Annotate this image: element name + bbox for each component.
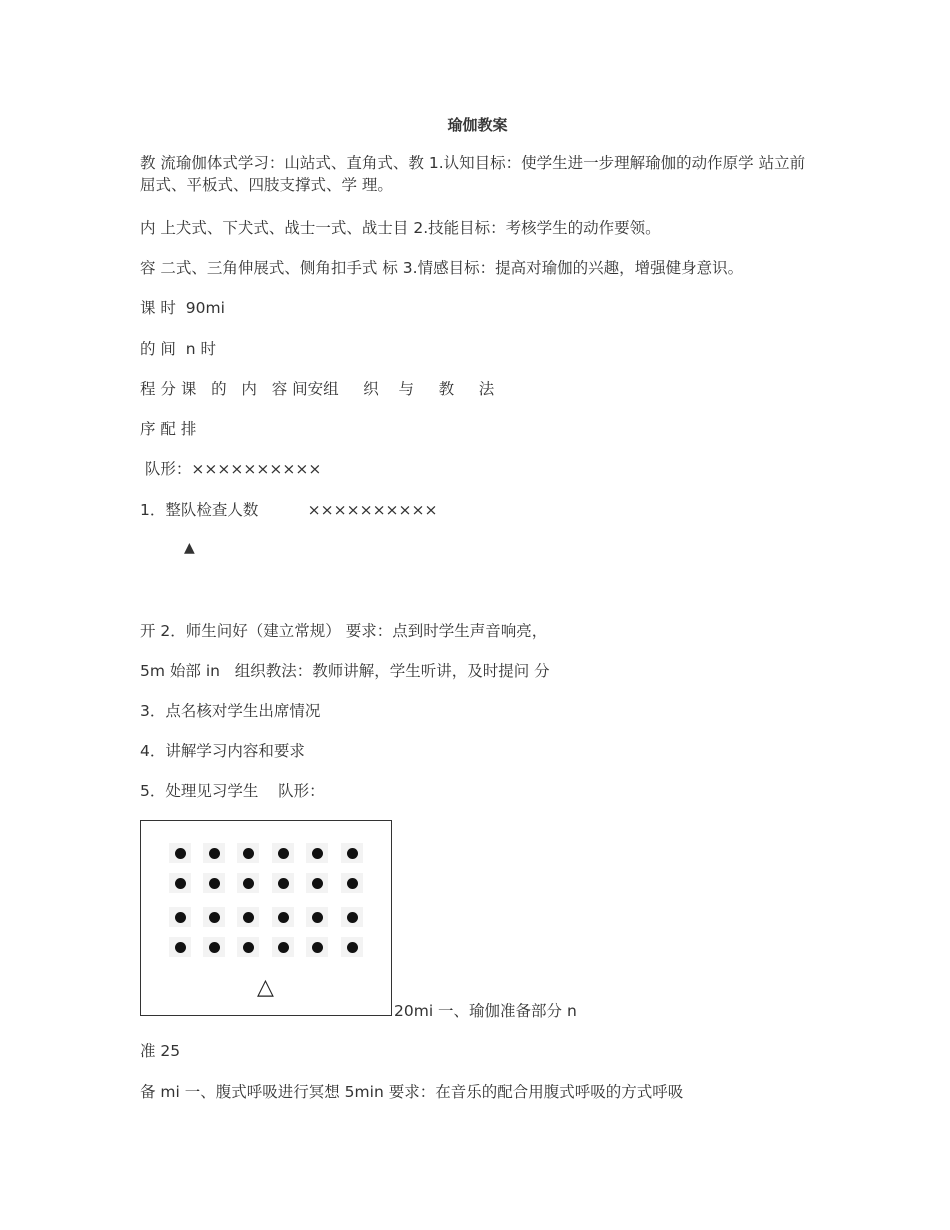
student-dot (209, 912, 220, 923)
student-dot (312, 942, 323, 953)
student-dot (209, 942, 220, 953)
doc-line: 容 二式、三角伸展式、侧角扣手式 标 3.情感目标：提高对瑜伽的兴趣，增强健身意识。 (140, 259, 744, 277)
teacher-triangle-icon: ▲ (184, 540, 195, 556)
student-dot (278, 912, 289, 923)
student-dot (175, 912, 186, 923)
doc-line: 的 间 n 时 (140, 340, 217, 358)
doc-line: 开 2．师生问好（建立常规） 要求：点到时学生声音响亮， (140, 622, 548, 640)
doc-line: 内 上犬式、下犬式、战士一式、战士目 2.技能目标：考核学生的动作要领。 (140, 219, 661, 237)
student-dot (347, 942, 358, 953)
student-dot (347, 848, 358, 859)
student-dot (209, 848, 220, 859)
formation-row-1: 队形：×××××××××× (140, 460, 322, 478)
student-dot (243, 912, 254, 923)
doc-line: 备 mi 一、腹式呼吸进行冥想 5min 要求：在音乐的配合用腹式呼吸的方式呼吸 (140, 1083, 684, 1101)
student-dot (243, 848, 254, 859)
student-dot (312, 912, 323, 923)
student-dot (243, 878, 254, 889)
teacher-triangle-icon: △ (257, 975, 274, 1000)
student-dot (347, 878, 358, 889)
doc-title: 瑜伽教案 (447, 116, 508, 134)
student-dot (175, 848, 186, 859)
doc-line: 3．点名核对学生出席情况 (140, 702, 321, 720)
student-dot (278, 942, 289, 953)
student-dot (209, 878, 220, 889)
student-dot (278, 848, 289, 859)
doc-line: 准 25 (140, 1042, 181, 1060)
formation-diagram (140, 820, 392, 1016)
doc-line: 4．讲解学习内容和要求 (140, 742, 305, 760)
doc-line: 教 流瑜伽体式学习：山站式、直角式、教 1.认知目标：使学生进一步理解瑜伽的动作原学 站立前屈式、平板式、四肢支撑式、学 理。 (140, 154, 806, 194)
doc-line: 1．整队检查人数 ×××××××××× (140, 501, 438, 519)
student-dot (278, 878, 289, 889)
student-dot (347, 912, 358, 923)
student-dot (175, 942, 186, 953)
doc-line: 序 配 排 (140, 420, 197, 438)
doc-line: 课 时 90mi (140, 299, 225, 317)
student-dot (243, 942, 254, 953)
student-dot (312, 848, 323, 859)
doc-line: 5．处理见习学生 队形： (140, 782, 325, 800)
doc-line: 5m 始部 in 组织教法：教师讲解，学生听讲，及时提问 分 (140, 662, 550, 680)
doc-line: 20mi 一、瑜伽准备部分 n (394, 1002, 577, 1020)
student-dot (175, 878, 186, 889)
doc-line: 程 分 课 的 内 容 间安组 织 与 教 法 (140, 380, 495, 398)
student-dot (312, 878, 323, 889)
